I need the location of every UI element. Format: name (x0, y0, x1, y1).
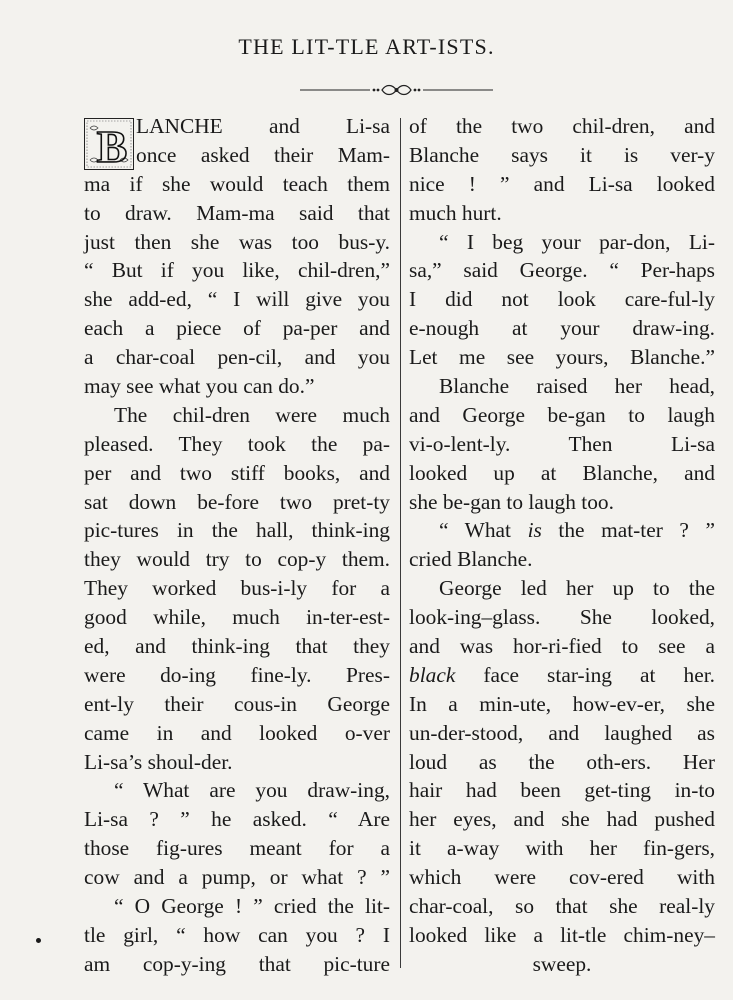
right-column-line: e-nough at your draw-ing. (409, 316, 715, 341)
left-column-line: came in and looked o-ver (84, 720, 390, 745)
right-column-line: vi-o-lent-ly. Then Li-sa (409, 431, 715, 456)
right-column-line: George led her up to the (439, 576, 715, 601)
right-column-line: her eyes, and she had pushed (409, 807, 715, 832)
left-column-line: may see what you can do.” (84, 374, 315, 399)
right-column-line: Blanche says it is ver-y (409, 142, 715, 167)
right-column-line: hair had been get-ting in-to (409, 778, 715, 803)
left-column-line: Li-sa’s shoul-der. (84, 749, 233, 774)
left-column-line: pic-tures in the hall, think-ing (84, 518, 390, 543)
right-column-line: In a min-ute, how-ev-er, she (409, 691, 715, 716)
right-column-line: sa,” said George. “ Per-haps (409, 258, 715, 283)
right-column-line: “ What is the mat-ter ? ” (439, 518, 715, 543)
left-column-line: she add-ed, “ I will give you (84, 287, 390, 312)
left-column-line: cow and a pump, or what ? ” (84, 865, 390, 890)
svg-text:B: B (96, 121, 128, 170)
left-column-line: to draw. Mam-ma said that (84, 200, 390, 225)
right-column-line: black face star-ing at her. (409, 662, 715, 687)
left-column-line: just then she was too bus-y. (84, 229, 390, 254)
left-column-line: sat down be-fore two pret-ty (84, 489, 390, 514)
right-column-line: looked like a lit-tle chim-ney– (409, 922, 715, 947)
right-column-line: look-ing–glass. She looked, (409, 605, 715, 630)
right-column-line: cried Blanche. (409, 547, 533, 572)
left-column-line: pleased. They took the pa- (84, 431, 390, 456)
right-column-line: “ I beg your par-don, Li- (439, 229, 715, 254)
right-column-line: Let me see yours, Blanche.” (409, 345, 715, 370)
left-column-line: “ What are you draw-ing, (114, 778, 390, 803)
margin-mark (36, 938, 41, 943)
emphasis: black (409, 662, 456, 687)
right-column-line: of the two chil-dren, and (409, 114, 715, 138)
right-column-line: which were cov-ered with (409, 865, 715, 890)
left-column (84, 112, 390, 979)
left-column-line: “ O George ! ” cried the lit- (114, 894, 390, 919)
left-column-line: They worked bus-i-ly for a (84, 576, 390, 601)
right-column (409, 112, 715, 979)
ornamental-dropcap (84, 118, 134, 170)
right-column-line: sweep. (532, 951, 592, 976)
left-column-line: The chil-dren were much (114, 402, 390, 427)
left-column-line: a char-coal pen-cil, and you (84, 345, 390, 370)
column-divider (400, 118, 401, 968)
title-ornament (300, 83, 493, 97)
emphasis: is (527, 518, 542, 543)
left-column-line: ent-ly their cous-in George (84, 691, 390, 716)
right-column-line: char-coal, so that she real-ly (409, 894, 715, 919)
left-column-line: each a piece of pa-per and (84, 316, 390, 341)
right-column-line: nice ! ” and Li-sa looked (409, 171, 715, 196)
right-column-line: loud as the oth-ers. Her (409, 749, 715, 774)
right-column-line: it a-way with her fin-gers, (409, 836, 715, 861)
left-column-line: Li-sa ? ” he asked. “ Are (84, 807, 390, 832)
left-column-line: LANCHE and Li-sa (136, 114, 390, 138)
left-column-line: they would try to cop-y them. (84, 547, 390, 572)
left-column-line: good while, much in-ter-est- (84, 605, 390, 630)
right-column-line: un-der-stood, and laughed as (409, 720, 715, 745)
right-column-line: I did not look care-ful-ly (409, 287, 715, 312)
right-column-line: much hurt. (409, 200, 502, 225)
right-column-line: looked up at Blanche, and (409, 460, 715, 485)
left-column-line: tle girl, “ how can you ? I (84, 922, 390, 947)
left-column-line: per and two stiff books, and (84, 460, 390, 485)
left-column-line: am cop-y-ing that pic-ture (84, 951, 390, 976)
right-column-line: and was hor-ri-fied to see a (409, 634, 715, 659)
right-column-line: Blanche raised her head, (439, 374, 715, 399)
left-column-line: those fig-ures meant for a (84, 836, 390, 861)
left-column-line: were do-ing fine-ly. Pres- (84, 662, 390, 687)
left-column-line: ed, and think-ing that they (84, 634, 390, 659)
page-title: THE LIT-TLE ART-ISTS. (238, 34, 495, 59)
right-column-line: she be-gan to laugh too. (409, 489, 614, 514)
left-column-line: once asked their Mam- (136, 142, 390, 167)
right-column-line: and George be-gan to laugh (409, 402, 715, 427)
left-column-line: ma if she would teach them (84, 171, 390, 196)
left-column-line: “ But if you like, chil-dren,” (84, 258, 390, 283)
